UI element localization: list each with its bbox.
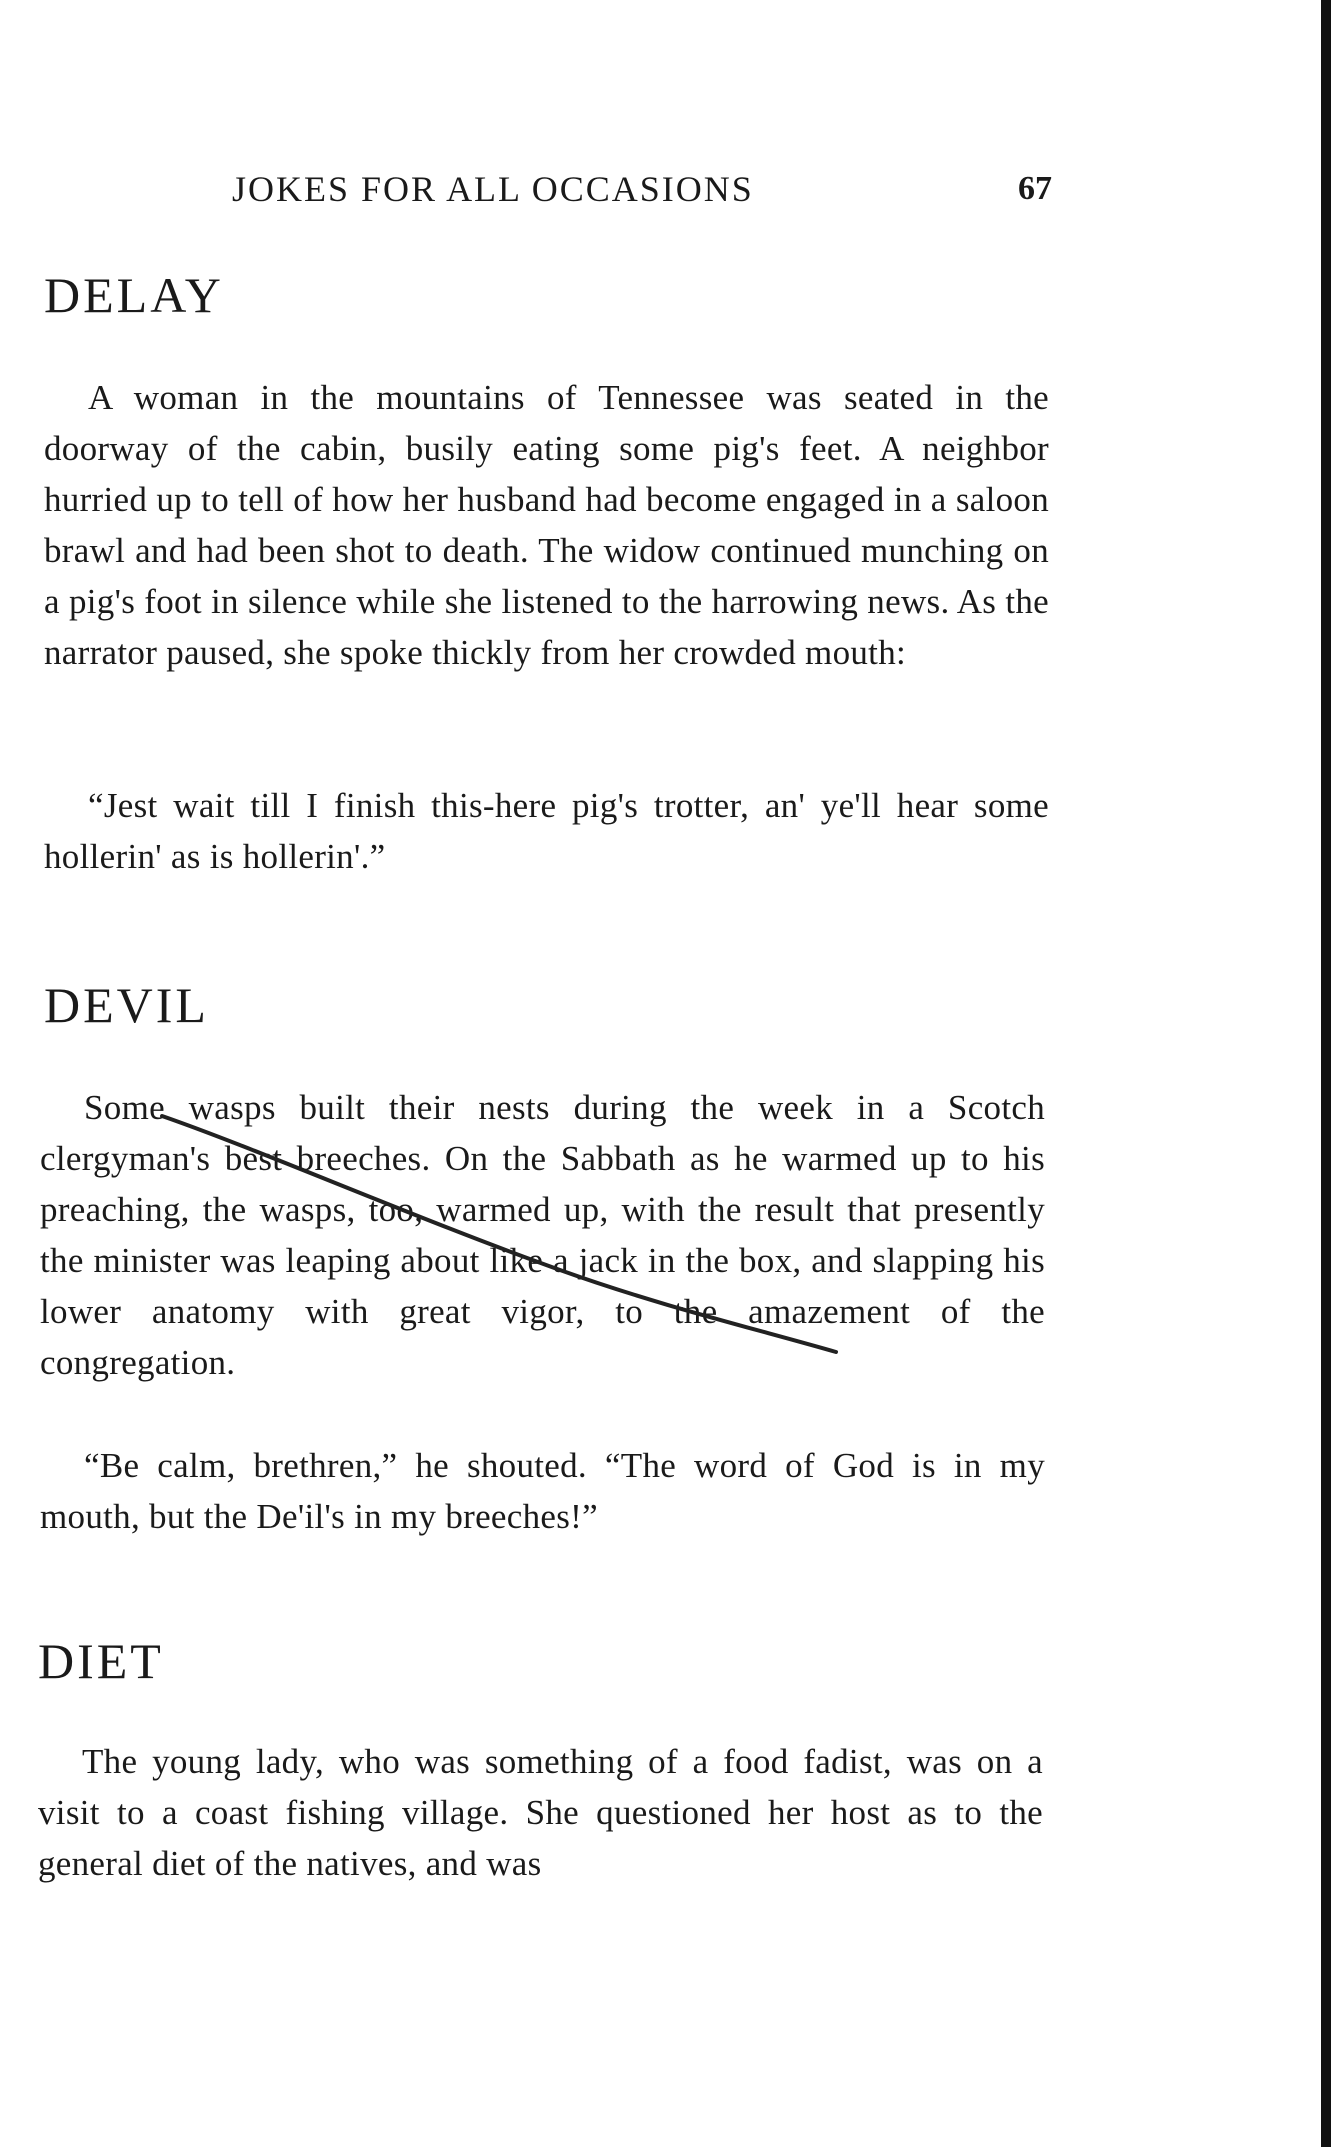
section-delay-paragraph-2: “Jest wait till I finish this-here pig's trotter, an' ye'll hear some hollerin' as is hollerin'.” [44,786,1049,876]
section-devil-paragraph-2: “Be calm, brethren,” he shouted. “The word of God is in my mouth, but the De'il's in my breeches!” [40,1446,1045,1536]
section-devil-paragraph-1: Some wasps built their nests during the week in a Scotch clergyman's best breeches. On the Sabbath as he warmed up to his preaching, the wasps, too, warmed up, with the result that presently the minister was leaping about like a jack in the box, and slapping his lower anatomy with great vigor, to the amazement of the congregation. [40,1088,1045,1382]
section-diet-paragraph-1: The young lady, who was something of a food fadist, was on a visit to a coast fishing village. She questioned her host as to the general diet of the natives, and was [38,1742,1043,1883]
section-heading-diet: DIET [38,1633,164,1689]
page-edge-border [1321,0,1331,2147]
page-number: 67 [1018,170,1052,207]
section-delay-paragraph-1: A woman in the mountains of Tennessee was seated in the doorway of the cabin, busily eating some pig's feet. A neighbor hurried up to tell of how her husband had become engaged in a saloon brawl and had been shot to death. The widow continued munching on a pig's foot in silence while she listened to the harrowing news. As the narrator paused, she spoke thickly from her crowded mouth: [44,378,1049,672]
running-title: JOKES FOR ALL OCCASIONS [232,169,754,209]
section-heading-delay: DELAY [44,267,224,323]
running-head [232,168,1052,218]
section-heading-devil: DEVIL [44,977,209,1033]
